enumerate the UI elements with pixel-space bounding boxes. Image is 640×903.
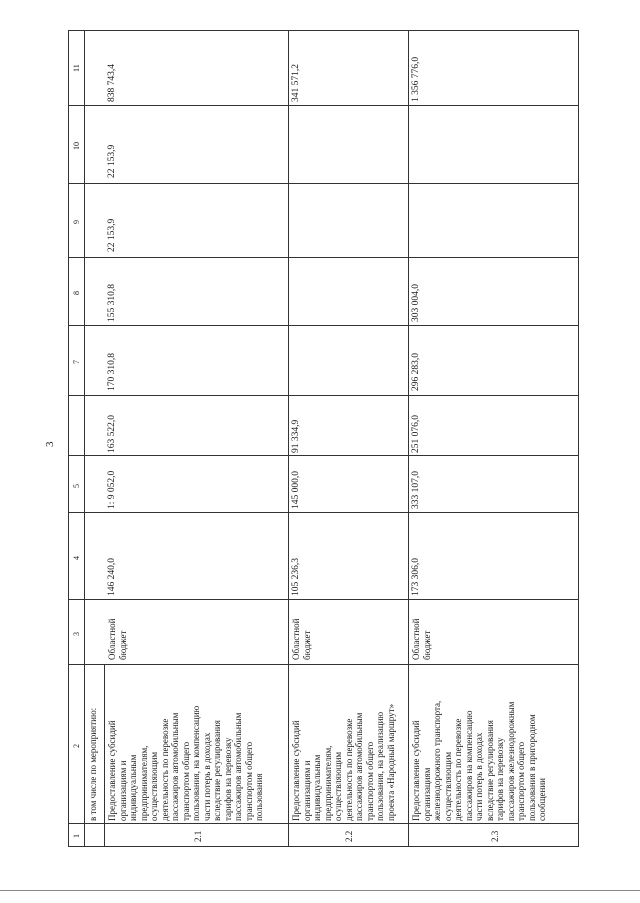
row-divider [84, 30, 85, 846]
col-header-3: 3 [72, 632, 81, 636]
value-c5: 1: 9 052,0 [107, 470, 117, 509]
column-divider [68, 325, 579, 326]
row-divider [104, 664, 105, 846]
value-c7: 170 310,8 [107, 353, 117, 391]
value-c11: 838 743,4 [107, 64, 117, 102]
column-divider [68, 823, 579, 824]
row-divider [288, 30, 289, 846]
column-divider [68, 257, 579, 258]
col-header-5: 5 [72, 484, 81, 488]
column-divider [68, 105, 579, 106]
col-header-11: 11 [72, 64, 81, 72]
value-c10: 22 153,9 [107, 144, 117, 178]
value-c7: 296 283,0 [411, 353, 421, 391]
value-c11: 1 356 776,0 [411, 56, 421, 102]
col-header-2: 2 [72, 744, 81, 748]
col-header-8: 8 [72, 291, 81, 295]
value-c4: 105 236,3 [291, 558, 301, 596]
funding-source: Областной бюджет [107, 618, 128, 660]
col-header-10: 10 [72, 142, 81, 150]
row-number: 2.3 [490, 830, 500, 842]
value-c6: 91 334,9 [291, 419, 301, 453]
value-c9: 22 153,9 [107, 218, 117, 252]
table-border-left [68, 30, 69, 846]
row-description: Предоставление субсидий организациям железнодорожного транспорта, осуществляющим деятельность по перевозке пассажиров на компенсацию части потерь в доходах вследствие регулирования тарифов на перевозку пассажиров железнодорожным транспортом общего пользования в пригородном сообщении [411, 700, 547, 821]
row-number: 2.1 [193, 830, 203, 842]
column-divider [68, 512, 579, 513]
table-border-right [578, 30, 579, 846]
table-border-bottom [68, 846, 579, 847]
row-divider [408, 30, 409, 846]
col-header-1: 1 [72, 834, 81, 838]
column-divider [68, 183, 579, 184]
table-border-top [68, 30, 579, 31]
intro-text: в том числе по мероприятию: [88, 707, 98, 821]
row-description: Предоставление субсидий организациям и индивидуальным предпринимателям, осуществляющим деятельность по перевозке пассажиров автомобильным транспортом общего пользования, на реализацию проекта «Народный маршрут» [291, 703, 396, 821]
col-header-7: 7 [72, 360, 81, 364]
page-number: 3 [44, 441, 56, 447]
value-c4: 146 240,0 [107, 558, 117, 596]
value-c6: 251 076,0 [411, 415, 421, 453]
value-c5: 145 000,0 [291, 471, 301, 509]
value-c8: 155 310,8 [107, 284, 117, 322]
value-c5: 333 107,0 [411, 471, 421, 509]
column-divider [68, 599, 579, 600]
row-number: 2.2 [344, 830, 354, 842]
funding-source: Областной бюджет [411, 618, 432, 660]
col-header-9: 9 [72, 220, 81, 224]
row-description: Предоставление субсидий организациям и индивидуальным предпринимателям, осуществляющим деятельность по перевозке пассажиров автомобильным транспортом общего пользования, на компенсацию части потерь в доходах вследствие регулирования тарифов на перевозку пассажиров автомобильным транспортом общего пользования [107, 705, 264, 821]
col-header-4: 4 [72, 556, 81, 560]
column-divider [68, 455, 579, 456]
value-c6: 163 522,0 [107, 415, 117, 453]
value-c8: 303 004,0 [411, 284, 421, 322]
value-c11: 341 571,2 [291, 64, 301, 102]
funding-source: Областной бюджет [291, 618, 312, 660]
page-bottom-rule [0, 890, 640, 891]
value-c4: 173 306,0 [411, 558, 421, 596]
column-divider [68, 395, 579, 396]
